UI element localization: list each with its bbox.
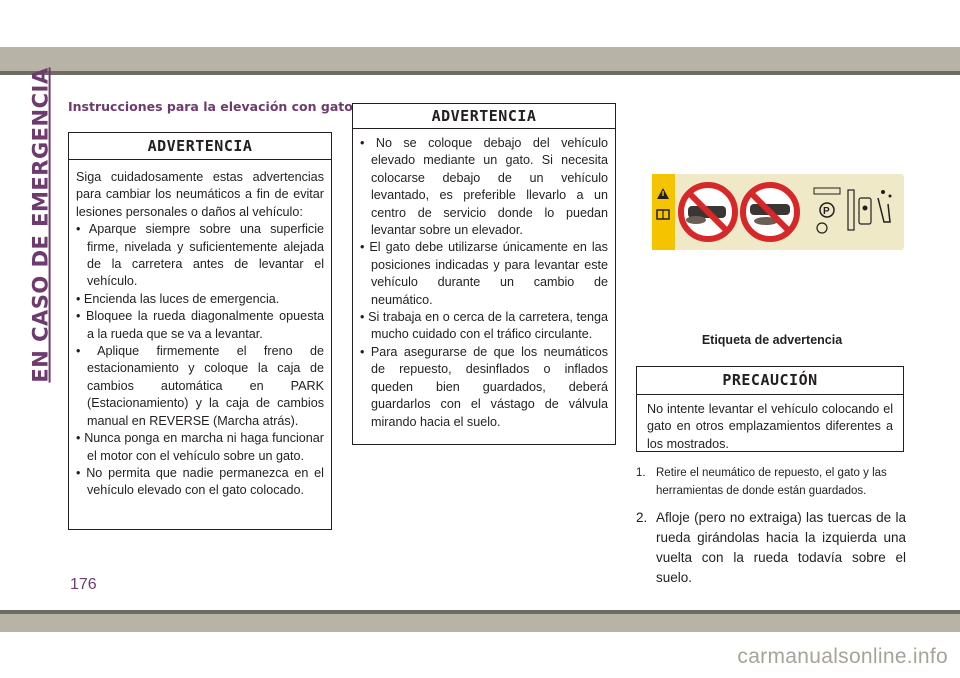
warning-list — [360, 135, 608, 431]
warning-title: ADVERTENCIA — [69, 133, 331, 160]
caution-text: No intente levantar el vehículo colocando el gato en otros emplazamientos diferentes a los mostrados. — [647, 402, 893, 451]
header-rule — [0, 71, 960, 75]
warning-body — [69, 160, 331, 500]
warning-body — [353, 129, 615, 431]
warning-bullet: • No se coloque debajo del vehículo elevado mediante un gato. Si necesita colocarse debajo de un vehículo levantado, es preferible llevarlo a un centro de servicio donde lo puedan levantar sobre un elevador. — [360, 135, 608, 239]
warning-bullet: • Si trabaja en o cerca de la carretera, tenga mucho cuidado con el tráfico circulante. — [360, 309, 608, 344]
warning-bullet: • No permita que nadie permanezca en el vehículo elevado con el gato colocado. — [76, 465, 324, 500]
warning-label-image — [652, 174, 904, 250]
page-number: 176 — [70, 576, 97, 593]
warning-bullet: • Nunca ponga en marcha ni haga funcionar el motor con el vehículo sobre un gato. — [76, 430, 324, 465]
label-caption: Etiqueta de advertencia — [701, 333, 843, 347]
manual-book-icon — [657, 210, 669, 219]
warning-list — [76, 221, 324, 500]
warning-bullet: • Encienda las luces de emergencia. — [76, 291, 324, 308]
step-text: Retire el neumático de repuesto, el gato y las herramientas de donde están guardados. — [656, 467, 887, 497]
warning-bullet: • Aplique firmemente el freno de estacionamiento y coloque la caja de cambios automática en PARK (Estacionamiento) y la caja de cambios manual en REVERSE (Marcha atrás). — [76, 343, 324, 430]
section-title: Instrucciones para la elevación con gato — [68, 99, 353, 114]
step-text: Afloje (pero no extraiga) las tuercas de la rueda girándolas hacia la izquierda una vuelta con la rueda todavía sobre el suelo. — [656, 510, 906, 585]
watermark: carmanualsonline.info — [737, 645, 948, 668]
jack-position-icon — [848, 190, 871, 230]
caution-body — [637, 395, 903, 453]
no-crawl-under-icon — [681, 185, 735, 239]
park-brake-icon — [814, 188, 840, 233]
warning-intro: Siga cuidadosamente estas advertencias para cambiar los neumáticos a fin de evitar lesiones personales o daños al vehículo: — [76, 170, 324, 219]
step-number: 1. — [636, 467, 646, 479]
header-band-white — [0, 0, 960, 47]
warning-bullet: • El gato debe utilizarse únicamente en las posiciones indicadas y para levantar este vehículo durante un cambio de neumático. — [360, 239, 608, 309]
warning-bullet: • Bloquee la rueda diagonalmente opuesta a la rueda que se va a levantar. — [76, 308, 324, 343]
warning-bullet: • Para asegurarse de que los neumáticos de repuesto, desinflados o inflados queden bien guardados, deberá guardarlos con el vástago de válvula mirando hacia el suelo. — [360, 344, 608, 431]
step-number: 2. — [636, 510, 648, 525]
step-2 — [636, 508, 906, 588]
caution-title: PRECAUCIÓN — [637, 367, 903, 395]
hand-touch-icon — [878, 190, 892, 222]
step-1 — [636, 464, 906, 500]
header-band — [0, 47, 960, 71]
caution-triangle-icon — [657, 188, 669, 199]
chapter-title: EN CASO DE EMERGENCIA — [29, 67, 54, 383]
footer-band — [0, 614, 960, 632]
no-person-under-vehicle-icon — [743, 185, 797, 239]
warning-bullet: • Aparque siempre sobre una superficie firme, nivelada y suficientemente alejada de la carretera antes de levantar el vehículo. — [76, 221, 324, 291]
svg-text:P: P — [823, 206, 830, 217]
chapter-side-tab — [26, 67, 56, 383]
warning-box-right — [352, 103, 616, 445]
warning-title: ADVERTENCIA — [353, 104, 615, 129]
caution-box — [636, 366, 904, 452]
warning-box-left — [68, 132, 332, 530]
